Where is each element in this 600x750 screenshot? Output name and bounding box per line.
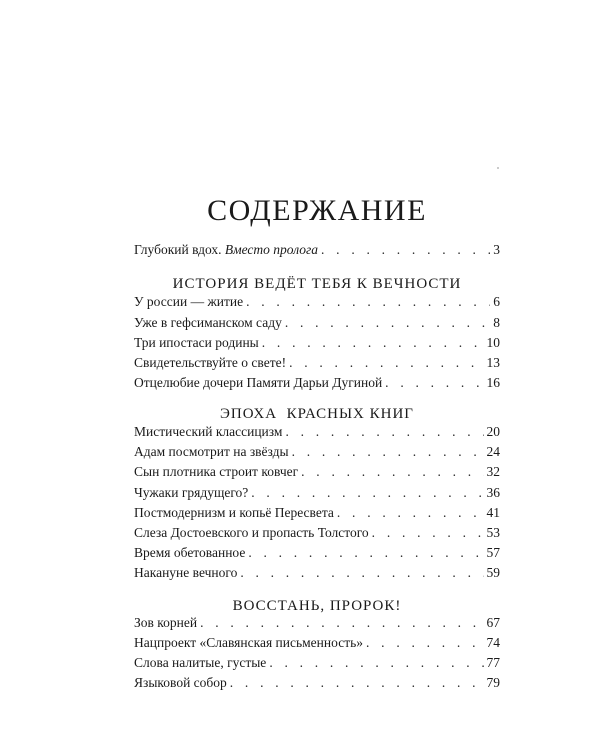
toc-entry[interactable] (134, 633, 500, 653)
toc-entry-page: 53 (486, 525, 500, 540)
dot-leader (240, 563, 483, 583)
dot-leader (289, 353, 483, 373)
toc-entry-label: Накануне вечного (134, 565, 238, 580)
dot-leader (385, 373, 483, 393)
toc-entry-label (134, 240, 318, 260)
toc-entry-page: 8 (493, 315, 500, 330)
toc-entry-label: Три ипостаси родины (134, 335, 259, 350)
toc-entry-label: Уже в гефсиманском саду (134, 315, 282, 330)
toc-entry-page: 20 (486, 424, 500, 439)
dot-leader (337, 503, 484, 523)
toc-entry[interactable] (134, 333, 500, 353)
prologue-label-italic: Вместо пролога (224, 242, 319, 257)
toc-entry-label: У россии — житие (134, 294, 244, 309)
toc-entry-label: Мистический классицизм (134, 424, 283, 439)
toc-entry-page: 32 (486, 464, 500, 479)
table-of-contents (134, 0, 500, 750)
dot-leader (372, 523, 484, 543)
toc-entry[interactable] (134, 563, 500, 583)
toc-entry-page: 36 (486, 485, 500, 500)
dot-leader (301, 462, 483, 482)
toc-entry[interactable] (134, 292, 500, 312)
toc-entry-page: 74 (486, 635, 500, 650)
toc-entry-label: Свидетельствуйте о свете! (134, 355, 287, 370)
toc-entry[interactable] (134, 523, 500, 543)
toc-entry-label: Время обетованное (134, 545, 246, 560)
toc-entry-label: Постмодернизм и копьё Пересвета (134, 505, 334, 520)
toc-entry-page: 24 (486, 444, 500, 459)
toc-entry-label: Слова налитые, густые (134, 655, 267, 670)
toc-entry[interactable] (134, 673, 500, 693)
toc-entry-label: Слеза Достоевского и пропасть Толстого (134, 525, 369, 540)
toc-entry-label: Адам посмотрит на звёзды (134, 444, 289, 459)
toc-entry[interactable] (134, 653, 500, 673)
toc-entry-label: Отцелюбие дочери Памяти Дарьи Дугиной (134, 375, 383, 390)
section-title-3: ВОССТАНЬ, ПРОРОК! (232, 598, 402, 614)
toc-entry-page: 67 (486, 615, 500, 630)
toc-entry-label: Языковой собор (134, 675, 227, 690)
toc-entry[interactable] (134, 462, 500, 482)
dot-leader (321, 240, 490, 260)
dot-leader (248, 543, 483, 563)
toc-entry-page: 79 (486, 675, 500, 690)
dot-leader (366, 633, 483, 653)
toc-entry[interactable] (134, 353, 500, 373)
toc-entry[interactable] (134, 373, 500, 393)
toc-entry-label: Зов корней (134, 615, 198, 630)
dot-leader (251, 483, 483, 503)
dot-leader (200, 613, 483, 633)
toc-entry-page: 59 (486, 565, 500, 580)
dot-leader (230, 673, 484, 693)
toc-entry[interactable] (134, 313, 500, 333)
dot-leader (269, 653, 483, 673)
toc-entry-page: 6 (493, 294, 500, 309)
toc-entry-label: Нацпроект «Славянская письменность» (134, 635, 364, 650)
toc-entry-page: 57 (486, 545, 500, 560)
page-title: СОДЕРЖАНИЕ (207, 194, 427, 227)
dot-leader (246, 292, 490, 312)
toc-entry-page: 77 (486, 655, 500, 670)
toc-entry-page: 13 (486, 355, 500, 370)
toc-entry[interactable] (134, 422, 500, 442)
dot-leader (285, 422, 483, 442)
dot-leader (292, 442, 484, 462)
dot-leader (285, 313, 490, 333)
toc-entry[interactable] (134, 613, 500, 633)
toc-entry-page: 41 (486, 505, 500, 520)
toc-entry-label: Сын плотника строит ковчег (134, 464, 299, 479)
dot-leader (262, 333, 484, 353)
prologue-label: Глубокий вдох. (134, 242, 225, 257)
toc-entry-prologue[interactable] (134, 240, 500, 260)
toc-entry[interactable] (134, 543, 500, 563)
toc-entry[interactable] (134, 442, 500, 462)
toc-entry-page: 3 (493, 242, 500, 257)
section-title-1: ИСТОРИЯ ВЕДЁТ ТЕБЯ К ВЕЧНОСТИ (172, 276, 462, 292)
toc-entry-page: 16 (486, 375, 500, 390)
toc-entry[interactable] (134, 483, 500, 503)
toc-entry[interactable] (134, 503, 500, 523)
toc-entry-label: Чужаки грядущего? (134, 485, 249, 500)
section-title-2: ЭПОХА КРАСНЫХ КНИГ (220, 406, 414, 422)
toc-entry-page: 10 (486, 335, 500, 350)
